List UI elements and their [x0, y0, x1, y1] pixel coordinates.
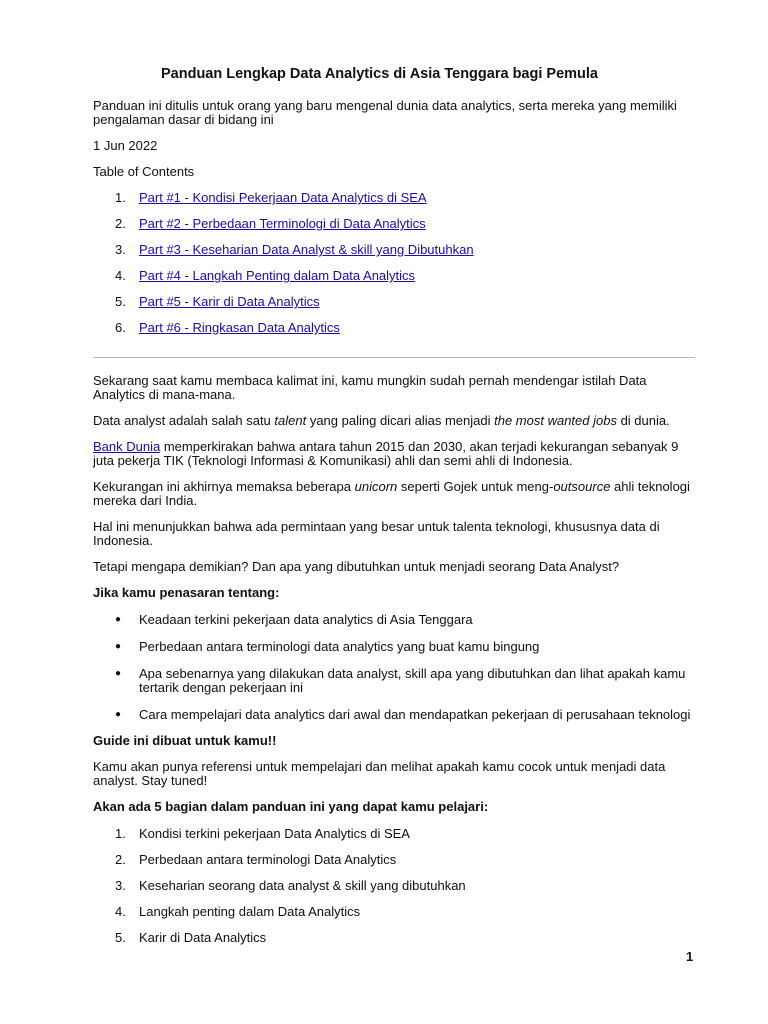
list-item-text: Cara mempelajari data analytics dari awal dan mendapatkan pekerjaan di perusahaan teknologi	[139, 707, 691, 722]
paragraph-1-line-2: Analytics di mana-mana.	[93, 387, 236, 402]
bullet-icon: ●	[115, 641, 122, 652]
list-item-text: Perbedaan antara terminologi Data Analytics	[139, 852, 397, 867]
toc-item-number: 2.	[115, 216, 126, 231]
paragraph-4-line-2: mereka dari India.	[93, 493, 198, 508]
paragraph-2	[93, 413, 670, 428]
bullet-icon: ●	[115, 709, 122, 720]
list-item-number: 3.	[115, 878, 126, 893]
paragraph-3-line-1	[93, 439, 678, 454]
horizontal-divider	[93, 357, 695, 358]
document-title: Panduan Lengkap Data Analytics di Asia Tenggara bagi Pemula	[161, 66, 598, 82]
toc-link-part-5[interactable]: Part #5 - Karir di Data Analytics	[139, 294, 320, 309]
toc-link-part-6[interactable]: Part #6 - Ringkasan Data Analytics	[139, 320, 340, 335]
toc-link-part-3[interactable]: Part #3 - Keseharian Data Analyst & skill yang Dibutuhkan	[139, 242, 474, 257]
toc-item-number: 5.	[115, 294, 126, 309]
paragraph-2-text: yang paling dicari alias menjadi	[306, 413, 495, 428]
intro-text-line-1: Panduan ini ditulis untuk orang yang baru mengenal dunia data analytics, serta mereka yang memiliki	[93, 98, 677, 113]
toc-link-part-1[interactable]: Part #1 - Kondisi Pekerjaan Data Analytics di SEA	[139, 190, 427, 205]
toc-link-part-2[interactable]: Part #2 - Perbedaan Terminologi di Data Analytics	[139, 216, 426, 231]
unicorn-emphasis: unicorn	[354, 479, 398, 494]
paragraph-3-text: memperkirakan bahwa antara tahun 2015 dan 2030, akan terjadi kekurangan sebanyak 9	[160, 439, 679, 454]
paragraph-5-line-2: Indonesia.	[93, 533, 153, 548]
toc-heading: Table of Contents	[93, 164, 195, 179]
paragraph-1-line-1: Sekarang saat kamu membaca kalimat ini, kamu mungkin sudah pernah mendengar istilah Data	[93, 373, 647, 388]
list-item-text: Langkah penting dalam Data Analytics	[139, 904, 361, 919]
most-wanted-emphasis: the most wanted jobs	[494, 413, 617, 428]
list-item-number: 5.	[115, 930, 126, 945]
list-item-number: 4.	[115, 904, 126, 919]
list-item-text: Apa sebenarnya yang dilakukan data analyst, skill apa yang dibutuhkan dan lihat apakah kamu	[139, 666, 686, 681]
paragraph-4-text: ahli teknologi	[610, 479, 690, 494]
publish-date: 1 Jun 2022	[93, 138, 158, 153]
bullet-icon: ●	[115, 614, 122, 625]
list-item-number: 1.	[115, 826, 126, 841]
paragraph-3-line-2: juta pekerja TIK (Teknologi Informasi & Komunikasi) ahli dan semi ahli di Indonesia.	[93, 453, 573, 468]
toc-item-number: 1.	[115, 190, 126, 205]
outsource-emphasis: outsource	[553, 479, 611, 494]
paragraph-4-text: Kekurangan ini akhirnya memaksa beberapa	[93, 479, 355, 494]
list-item-text: Kondisi terkini pekerjaan Data Analytics di SEA	[139, 826, 410, 841]
intro-text-line-2: pengalaman dasar di bidang ini	[93, 112, 274, 127]
paragraph-7-line-2: analyst. Stay tuned!	[93, 773, 208, 788]
paragraph-4-text: seperti Gojek untuk meng-	[397, 479, 554, 494]
list-item-text: Keadaan terkini pekerjaan data analytics di Asia Tenggara	[139, 612, 473, 627]
talent-emphasis: talent	[274, 413, 307, 428]
paragraph-6: Tetapi mengapa demikian? Dan apa yang dibutuhkan untuk menjadi seorang Data Analyst?	[93, 559, 620, 574]
bullet-icon: ●	[115, 668, 122, 679]
list-item-text-continued: tertarik dengan pekerjaan ini	[139, 680, 304, 695]
list-item-text: Perbedaan antara terminologi data analytics yang buat kamu bingung	[139, 639, 540, 654]
toc-item-number: 6.	[115, 320, 126, 335]
list-item-text: Keseharian seorang data analyst & skill yang dibutuhkan	[139, 878, 466, 893]
paragraph-2-text: Data analyst adalah salah satu	[93, 413, 275, 428]
toc-item-number: 4.	[115, 268, 126, 283]
bank-dunia-link[interactable]: Bank Dunia	[93, 439, 161, 454]
curious-heading: Jika kamu penasaran tentang:	[93, 585, 280, 600]
guide-heading: Guide ini dibuat untuk kamu!!	[93, 733, 277, 748]
paragraph-7-line-1: Kamu akan punya referensi untuk mempelajari dan melihat apakah kamu cocok untuk menjadi data	[93, 759, 666, 774]
paragraph-2-text: di dunia.	[616, 413, 670, 428]
page-number: 1	[686, 949, 694, 964]
list-item-number: 2.	[115, 852, 126, 867]
paragraph-5-line-1: Hal ini menunjukkan bahwa ada permintaan yang besar untuk talenta teknologi, khususnya data di	[93, 519, 660, 534]
paragraph-4-line-1	[93, 479, 690, 494]
toc-item-number: 3.	[115, 242, 126, 257]
parts-heading: Akan ada 5 bagian dalam panduan ini yang dapat kamu pelajari:	[93, 799, 489, 814]
toc-link-part-4[interactable]: Part #4 - Langkah Penting dalam Data Analytics	[139, 268, 416, 283]
list-item-text: Karir di Data Analytics	[139, 930, 267, 945]
